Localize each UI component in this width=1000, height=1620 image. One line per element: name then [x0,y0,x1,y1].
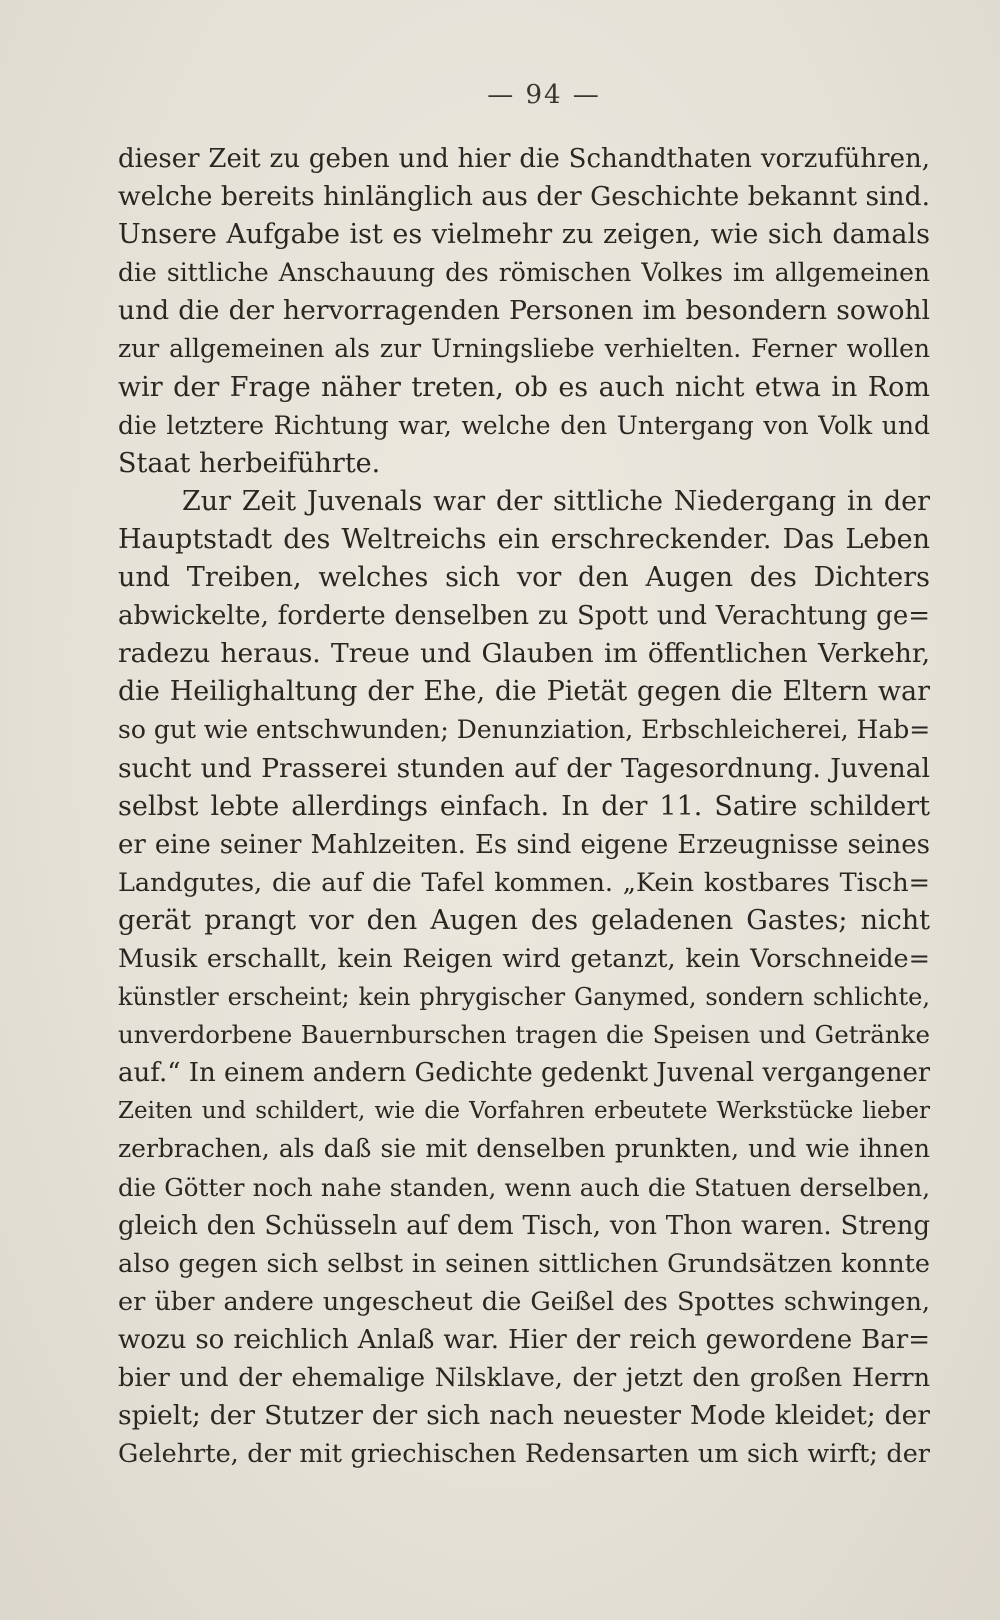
text-line: welche bereits hinlänglich aus der Geschichte bekannt sind. [118,181,930,213]
text-line: spielt; der Stutzer der sich nach neuester Mode kleidet; der [118,1400,930,1432]
text-line: und die der hervorragenden Personen im besondern sowohl [118,295,930,327]
text-line: er eine seiner Mahlzeiten. Es sind eigene Erzeugnisse seines [118,829,930,860]
text-line: Gelehrte, der mit griechischen Redensarten um sich wirft; der [118,1439,930,1470]
paragraph-1 [118,140,930,483]
text-line: wozu so reichlich Anlaß war. Hier der reich gewordene Bar= [118,1324,930,1355]
text-line: künstler erscheint; kein phrygischer Ganymed, sondern schlichte, [118,983,930,1012]
text-line: auf.“ In einem andern Gedichte gedenkt Juvenal vergangener [118,1058,930,1089]
text-line: Musik erschallt, kein Reigen wird getanzt, kein Vorschneide= [118,943,930,974]
text-line: Staat herbeiführte. [118,447,381,479]
text-line: selbst lebte allerdings einfach. In der 11. Satire schildert [118,790,930,822]
text-line: so gut wie entschwunden; Denunziation, Erbschleicherei, Hab= [118,715,930,745]
text-line: also gegen sich selbst in seinen sittlichen Grundsätzen konnte [118,1248,930,1279]
text-line: bier und der ehemalige Nilsklave, der jetzt den großen Herrn [118,1363,930,1393]
text-line: Landgutes, die auf die Tafel kommen. „Kein kostbares Tisch= [118,867,930,898]
text-line: die Heilighaltung der Ehe, die Pietät gegen die Eltern war [118,676,930,708]
text-line: dieser Zeit zu geben und hier die Schandthaten vorzuführen, [118,144,930,174]
text-line: wir der Frage näher treten, ob es auch nicht etwa in Rom [118,371,930,403]
text-line: sucht und Prasserei stunden auf der Tagesordnung. Juvenal [118,752,930,784]
text-line: die sittliche Anschauung des römischen Volkes im allgemeinen [118,258,930,288]
page-number: — 94 — [487,80,601,110]
text-line: Zeiten und schildert, wie die Vorfahren erbeutete Werkstücke lieber [118,1098,930,1125]
text-line: er über andere ungescheut die Geißel des Spottes schwingen, [118,1286,930,1317]
text-line: Unsere Aufgabe ist es vielmehr zu zeigen, wie sich damals [118,219,930,251]
text-line: Zur Zeit Juvenals war der sittliche Niedergang in der [182,485,930,517]
text-line: zur allgemeinen als zur Urningsliebe verhielten. Ferner wollen [118,334,930,364]
text-line: gerät prangt vor den Augen des geladenen Gastes; nicht [118,904,930,936]
text-line: radezu heraus. Treue und Glauben im öffentlichen Verkehr, [118,638,930,670]
paragraph-2 [118,483,930,1473]
text-line: Hauptstadt des Weltreichs ein erschreckender. Das Leben [118,523,930,555]
text-line: die letztere Richtung war, welche den Untergang von Volk und [118,410,930,440]
text-line: und Treiben, welches sich vor den Augen des Dichters [118,562,930,594]
text-line: gleich den Schüsseln auf dem Tisch, von Thon waren. Streng [118,1210,930,1241]
text-line: abwickelte, forderte denselben zu Spott und Verachtung ge= [118,601,930,632]
text-line: zerbrachen, als daß sie mit denselben prunkten, und wie ihnen [118,1134,930,1164]
text-line: die Götter noch nahe standen, wenn auch die Statuen derselben, [118,1172,930,1202]
text-line: unverdorbene Bauernburschen tragen die Speisen und Getränke [118,1020,930,1050]
